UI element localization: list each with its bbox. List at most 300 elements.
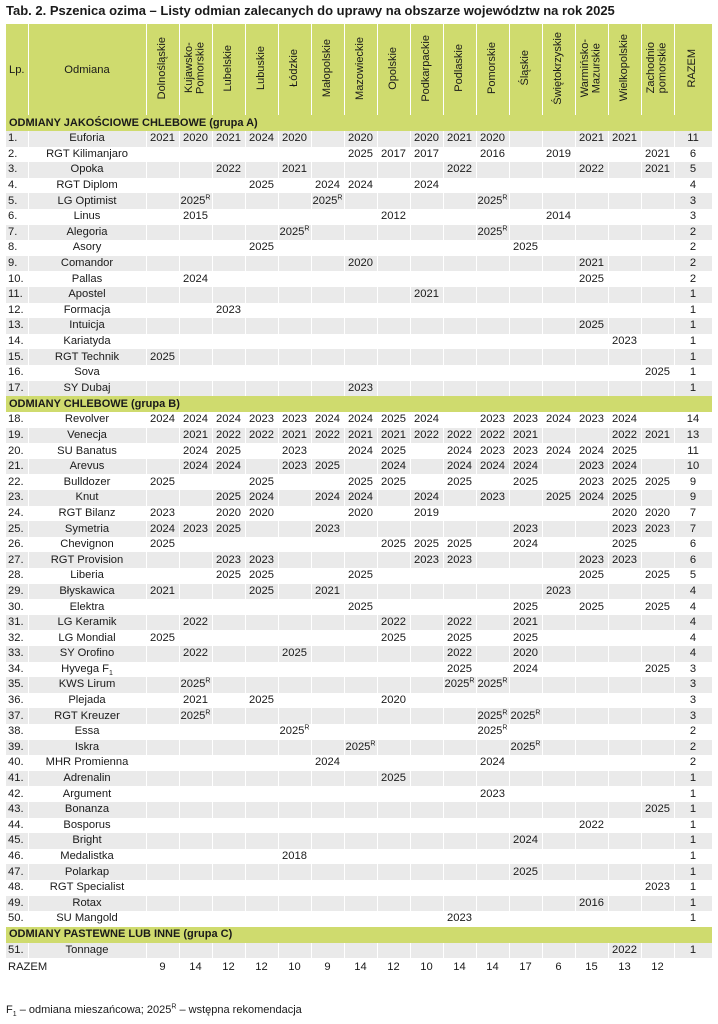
year-cell <box>278 209 311 225</box>
year-cell <box>311 833 344 849</box>
variety-name: Plejada <box>28 693 146 709</box>
year-cell: 2023 <box>476 786 509 802</box>
year-cell: 2024 <box>212 412 245 428</box>
year-cell <box>245 677 278 693</box>
year-cell <box>344 755 377 771</box>
year-cell: 2016 <box>476 147 509 163</box>
year-cell <box>245 943 278 959</box>
year-cell <box>278 287 311 303</box>
year-cell <box>542 849 575 865</box>
year-cell: 2023 <box>311 521 344 537</box>
year-cell <box>608 771 641 787</box>
year-cell: 2024 <box>410 178 443 194</box>
year-cell <box>212 271 245 287</box>
year-cell <box>410 708 443 724</box>
row-number: 21. <box>6 459 28 475</box>
row-number: 4. <box>6 178 28 194</box>
row-number: 48. <box>6 880 28 896</box>
year-cell: 2021 <box>311 584 344 600</box>
year-cell <box>641 724 674 740</box>
table-row <box>6 911 712 927</box>
year-cell <box>344 786 377 802</box>
year-cell <box>542 724 575 740</box>
total-cell: 12 <box>641 958 674 976</box>
year-cell <box>608 365 641 381</box>
row-number: 26. <box>6 537 28 553</box>
year-cell <box>443 287 476 303</box>
year-cell <box>278 615 311 631</box>
year-cell <box>245 225 278 241</box>
year-cell <box>146 724 179 740</box>
year-cell: 2020 <box>509 646 542 662</box>
row-total: 4 <box>674 615 712 631</box>
year-cell <box>311 240 344 256</box>
row-number: 12. <box>6 303 28 319</box>
year-cell <box>179 584 212 600</box>
year-cell <box>245 786 278 802</box>
year-cell <box>575 708 608 724</box>
year-cell: 2025 <box>146 630 179 646</box>
year-cell <box>245 630 278 646</box>
header-region-label: Lubelskie <box>221 44 234 92</box>
table-row <box>6 256 712 272</box>
year-cell <box>443 349 476 365</box>
year-cell: 2021 <box>179 693 212 709</box>
row-total: 1 <box>674 349 712 365</box>
year-cell <box>278 771 311 787</box>
year-cell <box>179 506 212 522</box>
year-cell: 2025 <box>245 474 278 490</box>
year-cell <box>443 708 476 724</box>
year-cell <box>212 365 245 381</box>
year-cell <box>641 646 674 662</box>
year-cell <box>641 256 674 272</box>
table-row <box>6 459 712 475</box>
year-cell <box>443 225 476 241</box>
variety-name: Bosporus <box>28 818 146 834</box>
row-number: 34. <box>6 662 28 678</box>
year-cell: 2025 <box>575 599 608 615</box>
year-cell <box>410 833 443 849</box>
table-row <box>6 178 712 194</box>
header-region <box>212 24 245 115</box>
year-cell <box>575 646 608 662</box>
table-row <box>6 943 712 959</box>
year-cell <box>146 381 179 397</box>
year-cell <box>344 833 377 849</box>
year-cell: 2024 <box>608 412 641 428</box>
year-cell <box>641 896 674 912</box>
year-cell <box>278 334 311 350</box>
row-number: 43. <box>6 802 28 818</box>
total-cell: 14 <box>179 958 212 976</box>
year-cell <box>278 271 311 287</box>
year-cell <box>146 771 179 787</box>
table-row <box>6 537 712 553</box>
table-row <box>6 833 712 849</box>
header-lp: Lp. <box>6 24 28 115</box>
year-cell <box>509 755 542 771</box>
group-header-row <box>6 927 712 943</box>
total-label: RAZEM <box>6 958 146 976</box>
table-row <box>6 646 712 662</box>
table-row <box>6 474 712 490</box>
year-cell <box>377 193 410 209</box>
year-cell: 2025 <box>278 646 311 662</box>
year-cell: 2021 <box>509 428 542 444</box>
year-cell <box>245 880 278 896</box>
table-row <box>6 381 712 397</box>
year-cell <box>179 552 212 568</box>
year-cell <box>410 943 443 959</box>
year-cell <box>377 225 410 241</box>
year-cell <box>542 521 575 537</box>
row-total: 3 <box>674 708 712 724</box>
table-row <box>6 802 712 818</box>
variety-name: Iskra <box>28 740 146 756</box>
year-cell <box>377 724 410 740</box>
variety-name: Euforia <box>28 131 146 147</box>
row-number: 15. <box>6 349 28 365</box>
year-cell <box>476 849 509 865</box>
year-cell: 2023 <box>608 521 641 537</box>
year-cell <box>311 474 344 490</box>
year-cell <box>608 178 641 194</box>
year-cell <box>212 584 245 600</box>
header-region <box>509 24 542 115</box>
table-body <box>6 115 712 976</box>
year-cell <box>179 568 212 584</box>
year-cell: 2024 <box>212 459 245 475</box>
row-number: 25. <box>6 521 28 537</box>
header-region-label: Podlaskie <box>452 44 465 92</box>
year-cell <box>212 911 245 927</box>
variety-name: Polarkap <box>28 864 146 880</box>
year-cell <box>608 802 641 818</box>
year-cell: 2024 <box>146 521 179 537</box>
row-total: 7 <box>674 521 712 537</box>
year-cell <box>542 646 575 662</box>
year-cell <box>608 646 641 662</box>
year-cell <box>344 662 377 678</box>
table-row <box>6 334 712 350</box>
year-cell <box>311 147 344 163</box>
year-cell <box>278 474 311 490</box>
year-cell: 2024 <box>245 490 278 506</box>
year-cell <box>212 802 245 818</box>
year-cell: 2024 <box>476 459 509 475</box>
year-cell <box>608 162 641 178</box>
year-cell <box>410 724 443 740</box>
variety-name: Kariatyda <box>28 334 146 350</box>
year-cell <box>410 568 443 584</box>
year-cell: 2024 <box>542 412 575 428</box>
year-cell <box>146 646 179 662</box>
year-cell: 2024 <box>443 459 476 475</box>
year-cell <box>641 271 674 287</box>
year-cell <box>146 365 179 381</box>
year-cell <box>377 521 410 537</box>
year-cell <box>245 349 278 365</box>
header-region-label: Małopolskie <box>320 38 333 98</box>
year-cell <box>608 271 641 287</box>
year-cell <box>641 630 674 646</box>
total-cell: 17 <box>509 958 542 976</box>
year-cell <box>146 599 179 615</box>
table-row <box>6 193 712 209</box>
year-cell <box>377 662 410 678</box>
total-cell: 12 <box>377 958 410 976</box>
year-cell <box>377 646 410 662</box>
table-row <box>6 786 712 802</box>
variety-name: RGT Bilanz <box>28 506 146 522</box>
year-cell <box>641 755 674 771</box>
table-row <box>6 131 712 147</box>
year-cell <box>377 786 410 802</box>
variety-name: Argument <box>28 786 146 802</box>
year-cell <box>476 740 509 756</box>
year-cell <box>377 178 410 194</box>
year-cell <box>278 256 311 272</box>
year-cell <box>212 708 245 724</box>
year-cell <box>641 849 674 865</box>
year-cell <box>476 662 509 678</box>
year-cell <box>212 615 245 631</box>
year-cell: $2025^R$ <box>179 193 212 209</box>
year-cell: 2022 <box>575 162 608 178</box>
year-cell <box>344 724 377 740</box>
year-cell: 2025 <box>245 178 278 194</box>
year-cell <box>377 256 410 272</box>
year-cell: 2018 <box>278 849 311 865</box>
year-cell <box>410 240 443 256</box>
year-cell <box>608 209 641 225</box>
year-cell <box>146 225 179 241</box>
year-cell <box>443 240 476 256</box>
year-cell <box>641 864 674 880</box>
row-total: 2 <box>674 271 712 287</box>
year-cell: 2023 <box>278 412 311 428</box>
year-cell: 2022 <box>179 615 212 631</box>
year-cell <box>212 833 245 849</box>
year-cell: 2025 <box>212 443 245 459</box>
variety-name: RGT Technik <box>28 349 146 365</box>
year-cell <box>278 708 311 724</box>
year-cell <box>146 693 179 709</box>
year-cell: 2022 <box>443 615 476 631</box>
year-cell <box>542 755 575 771</box>
year-cell <box>608 724 641 740</box>
year-cell: 2025 <box>575 568 608 584</box>
year-cell <box>641 209 674 225</box>
year-cell <box>344 896 377 912</box>
year-cell: 2021 <box>608 131 641 147</box>
year-cell <box>542 271 575 287</box>
year-cell <box>542 334 575 350</box>
year-cell <box>311 365 344 381</box>
year-cell: 2024 <box>179 459 212 475</box>
row-total: 3 <box>674 693 712 709</box>
year-cell <box>476 615 509 631</box>
year-cell <box>641 786 674 802</box>
year-cell <box>608 662 641 678</box>
year-cell: 2023 <box>509 443 542 459</box>
year-cell <box>575 755 608 771</box>
table-row <box>6 568 712 584</box>
year-cell <box>212 724 245 740</box>
year-cell <box>245 334 278 350</box>
year-cell <box>410 599 443 615</box>
year-cell <box>476 474 509 490</box>
year-cell <box>641 677 674 693</box>
year-cell <box>443 334 476 350</box>
year-cell <box>542 568 575 584</box>
year-cell <box>542 240 575 256</box>
year-cell: 2021 <box>179 428 212 444</box>
variety-name: Symetria <box>28 521 146 537</box>
year-cell: 2020 <box>344 506 377 522</box>
row-number: 3. <box>6 162 28 178</box>
header-region-label: Świętokrzyskie <box>551 31 564 105</box>
year-cell <box>509 693 542 709</box>
year-cell <box>443 693 476 709</box>
year-cell <box>245 318 278 334</box>
year-cell: $2025^R$ <box>476 225 509 241</box>
row-total: 1 <box>674 911 712 927</box>
year-cell <box>311 303 344 319</box>
year-cell <box>278 568 311 584</box>
year-cell <box>278 365 311 381</box>
year-cell <box>509 506 542 522</box>
year-cell <box>641 537 674 553</box>
year-cell <box>146 818 179 834</box>
row-number: 31. <box>6 615 28 631</box>
row-number: 45. <box>6 833 28 849</box>
table-row <box>6 209 712 225</box>
year-cell <box>542 225 575 241</box>
year-cell <box>212 287 245 303</box>
row-total: 1 <box>674 864 712 880</box>
year-cell <box>377 381 410 397</box>
variety-name: Venecja <box>28 428 146 444</box>
year-cell <box>311 646 344 662</box>
year-cell <box>443 802 476 818</box>
year-cell <box>608 256 641 272</box>
year-cell <box>245 646 278 662</box>
year-cell <box>542 896 575 912</box>
year-cell <box>377 880 410 896</box>
year-cell <box>410 755 443 771</box>
year-cell <box>344 677 377 693</box>
year-cell <box>509 786 542 802</box>
year-cell <box>476 521 509 537</box>
year-cell <box>542 771 575 787</box>
year-cell <box>245 802 278 818</box>
table-row <box>6 693 712 709</box>
year-cell: 2023 <box>509 412 542 428</box>
year-cell: 2024 <box>575 443 608 459</box>
year-cell <box>608 318 641 334</box>
year-cell: 2025 <box>212 490 245 506</box>
row-number: 19. <box>6 428 28 444</box>
year-cell <box>641 225 674 241</box>
year-cell <box>641 381 674 397</box>
variety-name: SY Orofino <box>28 646 146 662</box>
year-cell <box>311 943 344 959</box>
year-cell <box>410 896 443 912</box>
year-cell <box>410 584 443 600</box>
year-cell <box>476 568 509 584</box>
year-cell <box>377 271 410 287</box>
header-region-label: Wielkopolskie <box>617 34 630 102</box>
year-cell <box>443 849 476 865</box>
year-cell: 2025 <box>311 459 344 475</box>
table-row <box>6 615 712 631</box>
header-region-label: Mazowieckie <box>353 36 366 100</box>
year-cell: $2025^R$ <box>476 724 509 740</box>
header-region <box>476 24 509 115</box>
year-cell: 2021 <box>443 131 476 147</box>
year-cell <box>179 864 212 880</box>
year-cell <box>245 833 278 849</box>
year-cell <box>212 786 245 802</box>
year-cell <box>410 459 443 475</box>
year-cell <box>212 178 245 194</box>
year-cell <box>443 193 476 209</box>
year-cell <box>179 833 212 849</box>
year-cell <box>278 240 311 256</box>
year-cell <box>245 287 278 303</box>
year-cell <box>542 349 575 365</box>
year-cell: 2023 <box>410 552 443 568</box>
table-title: Tab. 2. Pszenica ozima – Listy odmian zalecanych do uprawy na obszarze województw na rok 2025 <box>6 3 615 18</box>
total-cell: 12 <box>212 958 245 976</box>
year-cell <box>377 818 410 834</box>
year-cell <box>311 318 344 334</box>
year-cell: 2022 <box>476 428 509 444</box>
table-row <box>6 349 712 365</box>
year-cell: 2025 <box>377 630 410 646</box>
year-cell <box>641 193 674 209</box>
year-cell <box>509 490 542 506</box>
year-cell <box>476 833 509 849</box>
year-cell <box>575 630 608 646</box>
year-cell <box>377 365 410 381</box>
row-number: 22. <box>6 474 28 490</box>
variety-name: LG Mondial <box>28 630 146 646</box>
year-cell <box>575 537 608 553</box>
year-cell <box>278 943 311 959</box>
table-row <box>6 506 712 522</box>
year-cell <box>311 209 344 225</box>
year-cell <box>410 318 443 334</box>
year-cell <box>476 537 509 553</box>
row-total: 1 <box>674 365 712 381</box>
year-cell <box>245 849 278 865</box>
year-cell <box>575 911 608 927</box>
year-cell <box>377 864 410 880</box>
year-cell <box>311 225 344 241</box>
year-cell <box>410 646 443 662</box>
year-cell <box>608 630 641 646</box>
year-cell <box>509 131 542 147</box>
year-cell <box>146 896 179 912</box>
year-cell: 2024 <box>179 443 212 459</box>
year-cell: 2023 <box>476 490 509 506</box>
year-cell: 2025 <box>608 490 641 506</box>
year-cell <box>509 178 542 194</box>
year-cell <box>344 240 377 256</box>
